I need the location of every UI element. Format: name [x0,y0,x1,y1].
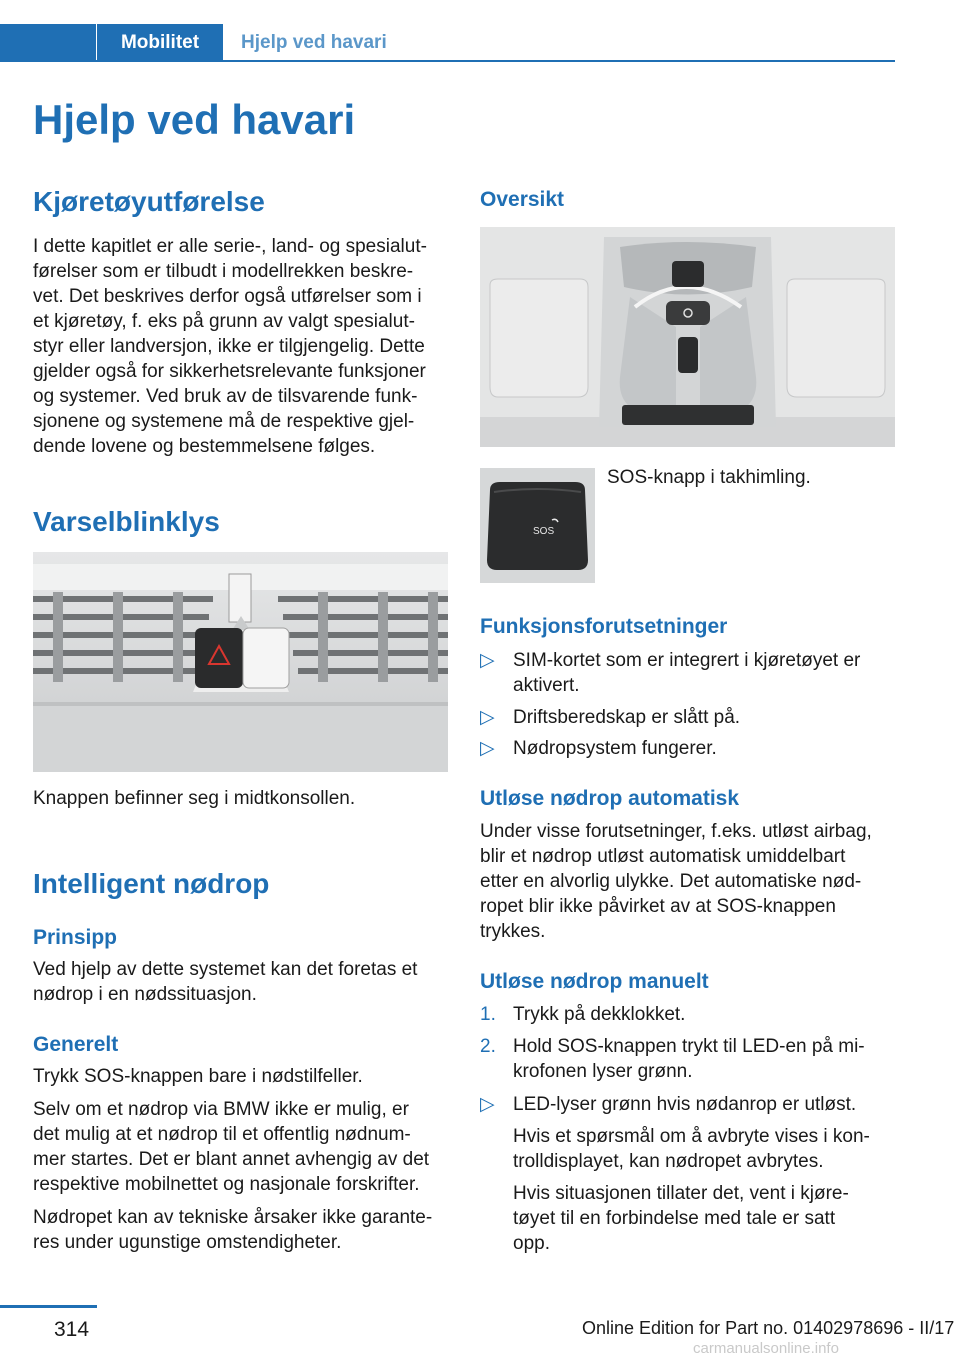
footer-rule [0,1305,97,1308]
general-text-3: Nødropet kan av tekniske årsaker ikke garante- res under ugunstige omstendigheter. [33,1207,433,1253]
sos-label: SOS [533,526,555,537]
page-header [0,24,895,62]
led-sub-text-2: Hvis situasjonen tillater det, vent i kjøre- tøyet til en forbindelse med tale er satt opp. [513,1183,849,1254]
header-rule [0,60,895,62]
bullet-marker: ▷ [480,650,495,671]
principle-heading: Prinsipp [33,926,118,949]
overview-heading: Oversikt [480,188,565,211]
header-accent-block [0,24,96,62]
page-number: 314 [54,1318,90,1341]
manual-heading: Utløse nødrop manuelt [480,970,709,993]
step-text: Hold SOS-knappen trykt til LED-en på mi- krofonen lyser grønn. [513,1036,865,1082]
overhead-console-figure [480,227,895,447]
principle-text: Ved hjelp av dette systemet kan det foretas et nødrop i en nødssituasjon. [33,959,418,1005]
auto-heading: Utløse nødrop automatisk [480,787,740,810]
hazard-heading: Varselblinklys [33,506,220,537]
vehicle-heading: Kjøretøyutførelse [33,186,265,217]
led-item-text: LED-lyser grønn hvis nødanrop er utløst. [513,1094,857,1115]
led-sub-text-1: Hvis et spørsmål om å avbryte vises i kon- trolldisplayet, kan nødropet avbrytes. [513,1126,870,1172]
bullet-marker: ▷ [480,738,495,759]
general-text-1: Trykk SOS-knappen bare i nødstilfeller. [33,1066,363,1087]
hazard-console-illustration [33,552,448,772]
auto-text: Under visse forutsetninger, f.eks. utløst airbag, blir et nødrop utløst automatisk umiddelbart etter en alvorlig ulykke. Det automatiske nød- ropet blir ikke påvirket av at SOS-knappen trykkes. [480,821,872,942]
breadcrumb[interactable]: Hjelp ved havari [241,32,387,53]
sos-caption: SOS-knapp i takhimling. [607,467,811,488]
step-number: 1. [480,1004,496,1025]
requirements-heading: Funksjonsforutsetninger [480,615,728,638]
page-title: Hjelp ved havari [33,96,356,143]
bullet-marker: ▷ [480,707,495,728]
hazard-button-figure [33,552,448,772]
general-text-2: Selv om et nødrop via BMW ikke er mulig, er det mulig at et nødrop til et offentlig nødnum- mer startes. Det er blant annet avhengig av det respektive mobilnettet og nasjonale forskrifter. [33,1099,430,1195]
step-text: Trykk på dekklokket. [513,1004,686,1025]
watermark: carmanualsonline.info [693,1340,839,1357]
requirement-text: SIM-kortet som er integrert i kjøretøyet er aktivert. [513,650,861,696]
sos-button-illustration [480,468,595,583]
overhead-console-illustration [480,227,895,447]
hazard-caption: Knappen befinner seg i midtkonsollen. [33,788,356,809]
step-number: 2. [480,1036,496,1057]
requirement-text: Nødropsystem fungerer. [513,738,717,759]
ecall-heading: Intelligent nødrop [33,868,270,899]
edition-info: Online Edition for Part no. 01402978696 - II/17 [582,1318,955,1338]
sos-button-figure [480,468,595,583]
section-tab[interactable]: Mobilitet [97,24,223,62]
bullet-marker: ▷ [480,1094,495,1115]
vehicle-text: I dette kapitlet er alle serie-, land- og spesialut- førelser som er tilbudt i modellrekken beskre- vet. Det beskrives derfor også utførelser som i et kjøretøy, f. eks på grunn av valgt spesialut- styr eller landversjon, ikke er tilgjengelig. Dette gjelder også for sikkerhetsrelevante funksjoner og systemer. Ved bruk av de tilsvarende funk- sjonene og systemene må de respektive gjel- dende lovene og bestemmelsene følges. [33,236,427,457]
requirement-text: Driftsberedskap er slått på. [513,707,741,728]
general-heading: Generelt [33,1033,119,1056]
